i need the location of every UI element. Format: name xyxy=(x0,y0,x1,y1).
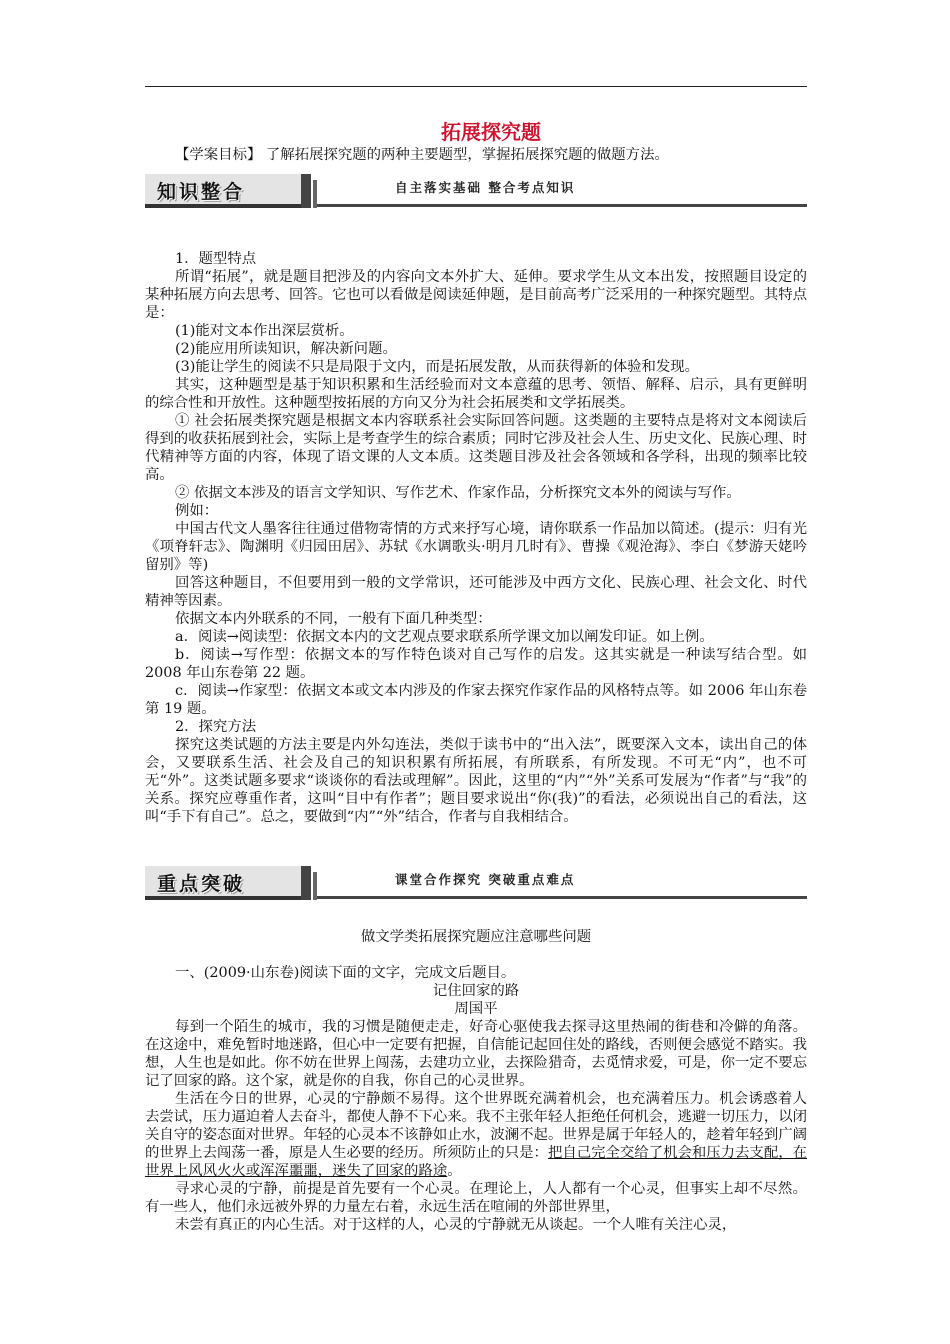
banner-divider xyxy=(301,866,311,900)
heading-question-type: 1．题型特点 xyxy=(175,251,257,267)
paragraph: 依据文本内外联系的不同，一般有下面几种类型： xyxy=(175,611,492,627)
banner-tag-label: 知识整合 xyxy=(157,181,246,203)
essay-paragraph xyxy=(145,1090,807,1180)
paragraph: 回答这种题目，不但要用到一般的文学常识，还可能涉及中西方文化、民族心理、社会文化、时代精神等因素。 xyxy=(145,575,807,609)
banner-tag-box xyxy=(145,174,301,208)
example-paragraph: 中国古代文人墨客往往通过借物寄情的方式来抒写心境，请你联系一作品加以简述。(提示：归有光《项脊轩志》、陶渊明《归园田居》、苏轼《水调歌头·明月几时有》、曹操《观沧海》、李白《梦游天姥吟留别》等) xyxy=(145,521,807,573)
essay-paragraph: 未尝有真正的内心生活。对于这样的人，心灵的宁静就无从谈起。一个人唯有关注心灵， xyxy=(175,1217,737,1233)
banner-underline xyxy=(317,896,807,899)
type-item: a．阅读→阅读型：依据文本内的文艺观点要求联系所学课文加以阐发印证。如上例。 xyxy=(175,629,714,645)
essay-paragraph: 寻求心灵的宁静，前提是首先要有一个心灵。在理论上，人人都有一个心灵，但事实上却不尽然。有一些人，他们永远被外界的力量左右着，永远生活在喧闹的外部世界里， xyxy=(145,1181,807,1215)
learning-goal: 【学案目标】 了解拓展探究题的两种主要题型，掌握拓展探究题的做题方法。 xyxy=(175,147,669,163)
section-banner-knowledge xyxy=(145,174,807,210)
section-heading: 做文学类拓展探究题应注意哪些问题 xyxy=(360,929,592,945)
banner-subtitle: 自主落实基础 整合考点知识 xyxy=(395,180,576,195)
underlined-sentence: 把自己完全交给了机会和压力去支配，在世界上风风火火或浑浑噩噩，迷失了回家的路途 xyxy=(145,1145,807,1179)
question-prompt: 一、(2009·山东卷)阅读下面的文字，完成文后题目。 xyxy=(175,965,516,981)
paragraph: 所谓“拓展”，就是题目把涉及的内容向文本外扩大、延伸。要求学生从文本出发，按照题目设定的某种拓展方向去思考、回答。它也可以看做是阅读延伸题，是目前高考广泛采用的一种探究题型。其特点是： xyxy=(145,269,807,321)
list-item: (2)能应用所读知识，解决新问题。 xyxy=(175,341,397,357)
banner-underline xyxy=(317,204,807,207)
heading-method: 2．探究方法 xyxy=(175,719,257,735)
banner-divider xyxy=(301,174,311,208)
document-page xyxy=(145,118,807,1234)
type-item: b．阅读→写作型：依据文本的写作特色谈对自己写作的启发。这其实就是一种读写结合型。如 2008 年山东卷第 22 题。 xyxy=(145,647,807,681)
paragraph: ② 依据文本涉及的语言文学知识、写作艺术、作家作品，分析探究文本外的阅读与写作。 xyxy=(175,485,741,501)
paragraph: 其实，这种题型是基于知识积累和生活经验而对文本意蕴的思考、领悟、解释、启示，具有更鲜明的综合性和开放性。这种题型按拓展的方向又分为社会拓展类和文学拓展类。 xyxy=(145,377,807,411)
essay-text: 生活在今日的世界，心灵的宁静颇不易得。这个世界既充满着机会，也充满着压力。机会诱惑着人去尝试，压力逼迫着人去奋斗，都使人静不下心来。我不主张年轻人拒绝任何机会，逃避一切压力，以闭关自守的姿态面对世界。年轻的心灵本不该静如止水，波澜不起。世界是属于年轻人的，趁着年轻到广阔的世界上去闯荡一番，原是人生必要的经历。所须防止的只是： xyxy=(145,1091,807,1161)
essay-title: 记住回家的路 xyxy=(432,983,520,999)
list-item: (1)能对文本作出深层赏析。 xyxy=(175,323,354,339)
banner-tag-label: 重点突破 xyxy=(157,873,246,895)
essay-text: 。 xyxy=(447,1163,462,1179)
page-title: 拓展探究题 xyxy=(441,120,541,144)
paragraph: 探究这类试题的方法主要是内外勾连法，类似于读书中的“出入法”，既要深入文本，读出自己的体会，又要联系生活、社会及自己的知识积累有所拓展，有所联系，有所发现。不可无“内”，也不可无“外”。这类试题多要求“谈谈你的看法或理解”。因此，这里的“内”“外”关系可发展为“作者”与“我”的关系。探究应尊重作者，这叫“目中有作者”；题目要求说出“你(我)”的看法，必须说出自己的看法，这叫“手下有自己”。总之，要做到“内”“外”结合，作者与自我相结合。 xyxy=(145,737,807,825)
section-banner-key-points xyxy=(145,866,807,902)
type-item: c．阅读→作家型：依据文本或文本内涉及的作家去探究作家作品的风格特点等。如 2006 年山东卷第 19 题。 xyxy=(145,683,807,717)
essay-paragraph: 每到一个陌生的城市，我的习惯是随便走走，好奇心驱使我去探寻这里热闹的街巷和冷僻的角落。在这途中，难免暂时地迷路，但心中一定要有把握，自信能记起回住处的路线，否则便会感觉不踏实。我想，人生也是如此。你不妨在世界上闯荡，去建功立业，去探险猎奇，去觅情求爱，可是，你一定不要忘记了回家的路。这个家，就是你的自我，你自己的心灵世界。 xyxy=(145,1019,807,1089)
top-rule xyxy=(145,86,807,87)
paragraph: 例如： xyxy=(175,503,219,519)
banner-subtitle: 课堂合作探究 突破重点难点 xyxy=(395,872,576,887)
list-item: (3)能让学生的阅读不只是局限于文内，而是拓展发散，从而获得新的体验和发现。 xyxy=(175,359,700,375)
paragraph: ① 社会拓展类探究题是根据文本内容联系社会实际回答问题。这类题的主要特点是将对文本阅读后得到的收获拓展到社会，实际上是考查学生的综合素质；同时它涉及社会人生、历史文化、民族心理、时代精神等方面的内容，体现了语文课的人文本质。这类题目涉及社会各领域和各学科，出现的频率比较高。 xyxy=(145,413,807,483)
banner-tag-box xyxy=(145,866,301,900)
essay-author: 周国平 xyxy=(454,1001,498,1017)
